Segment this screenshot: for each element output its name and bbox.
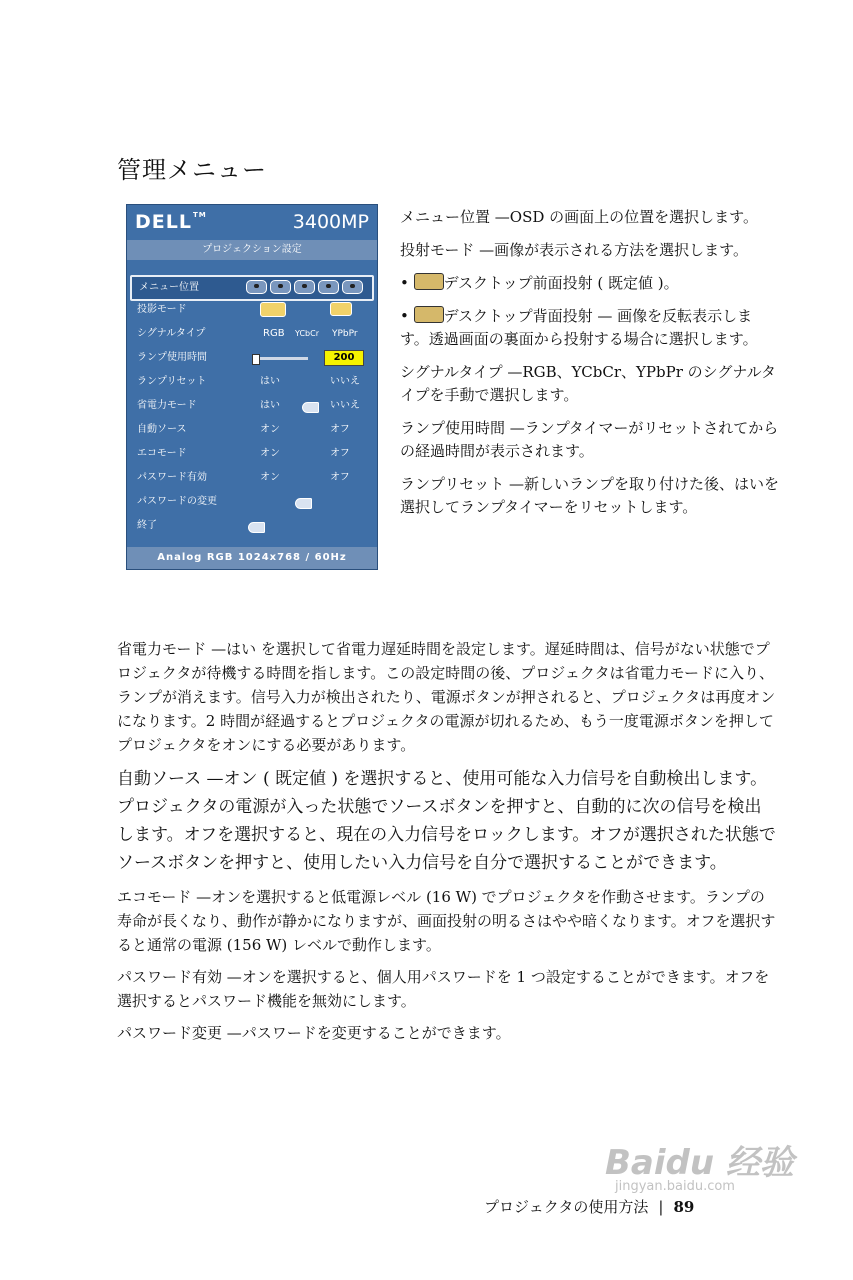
rear-projection-icon: [414, 306, 444, 323]
enter-icon: [295, 498, 312, 509]
osd-subtitle: プロジェクション設定: [127, 240, 377, 260]
para-power-saving: 省電力モード —はい を選択して省電力遅延時間を設定します。遅延時間は、信号がない状態でプロジェクタが待機する時間を指します。この設定時間の後、プロジェクタは省電力モードに入り、ランプが消えます。信号入力が検出されたり、電源ボタンが押されると、プロジェクタは再度オンになります。2 時間が経過するとプロジェクタの電源が切れるため、もう一度電源ボタンを押してプロジェクタをオンにする必要があります。: [117, 640, 776, 754]
dell-logo: DELL™: [135, 211, 207, 233]
para-password-enable: パスワード有効 —オンを選択すると、個人用パスワードを 1 つ設定することができます。オフを選択するとパスワード機能を無効にします。: [117, 968, 770, 1010]
osd-row-menu-position: メニュー位置: [130, 275, 374, 301]
lamp-hours-slider: [252, 357, 308, 360]
desc-lamp-hours: ランプ使用時間 —ランプタイマーがリセットされてからの経過時間が表示されます。: [400, 419, 779, 460]
osd-row-signal-type: シグナルタイプ RGB YCbCr YPbPr: [137, 328, 358, 339]
osd-row-password-enable: パスワード有効 オン オフ: [137, 472, 350, 483]
body-text: [117, 637, 777, 1053]
osd-row-lamp-hours: ランプ使用時間 200: [130, 347, 374, 369]
osd-footer: Analog RGB 1024x768 / 60Hz: [127, 547, 377, 569]
osd-row-auto-source: 自動ソース オン オフ: [137, 424, 350, 435]
osd-row-lamp-reset: ランプリセット はい いいえ: [137, 376, 360, 387]
osd-row-exit: 終了: [130, 515, 374, 537]
osd-row-change-password: パスワードの変更: [130, 491, 374, 513]
desc-menu-position: メニュー位置 —OSD の画面上の位置を選択します。: [400, 208, 758, 226]
rear-projection-icon: [330, 299, 352, 321]
front-projection-icon: [260, 299, 286, 321]
para-auto-source: 自動ソース —オン ( 既定値 ) を選択すると、使用可能な入力信号を自動検出します。プロジェクタの電源が入った状態でソースボタンを押すと、自動的に次の信号を検出します。オフを選択すると、現在の入力信号をロックします。オフが選択された状態でソースボタンを押すと、使用したい入力信号を自分で選択することができます。: [117, 769, 776, 873]
desc-signal-type: シグナルタイプ —RGB、YCbCr、YPbPr のシグナルタイプを手動で選択します。: [400, 363, 777, 404]
footer-section: プロジェクタの使用方法: [484, 1198, 649, 1216]
enter-icon: [302, 402, 319, 413]
desc-rear-projection: • デスクトップ背面投射 — 画像を反転表示します。透過画面の裏面から投射する場合に選択します。: [400, 307, 758, 348]
para-change-password: パスワード変更 —パスワードを変更することができます。: [117, 1024, 511, 1042]
osd-model: 3400MP: [292, 211, 369, 233]
osd-header: [127, 205, 377, 237]
page-number: 89: [673, 1198, 695, 1216]
osd-row-eco-mode: エコモード オン オフ: [137, 448, 350, 459]
baidu-watermark: Baidu 经验 jingyan.baidu.com: [605, 1143, 794, 1194]
desc-lamp-reset: ランプリセット —新しいランプを取り付けた後、はいを選択してランプタイマーをリセットします。: [400, 475, 780, 516]
osd-row-projection-mode: 投影モード: [130, 299, 374, 321]
osd-menu-image: [126, 204, 378, 570]
osd-row-power-saving: 省電力モード はい いいえ: [137, 400, 360, 411]
desc-projection-mode: 投射モード —画像が表示される方法を選択します。: [400, 241, 748, 259]
front-projection-icon: [414, 273, 444, 290]
enter-icon: [248, 522, 265, 533]
lamp-hours-value: 200: [324, 350, 364, 366]
page-footer: プロジェクタの使用方法 | 89: [484, 1198, 695, 1216]
para-eco-mode: エコモード —オンを選択すると低電源レベル (16 W) でプロジェクタを作動させます。ランプの寿命が長くなり、動作が静かになりますが、画面投射の明るさはやや暗くなります。オフを選択すると通常の電源 (156 W) レベルで動作します。: [117, 888, 776, 954]
desc-front-projection: • デスクトップ前面投射 ( 既定値 )。: [400, 274, 679, 292]
page-title: 管理メニュー: [117, 156, 267, 184]
osd-body: [130, 265, 374, 545]
right-descriptions: [400, 206, 780, 529]
